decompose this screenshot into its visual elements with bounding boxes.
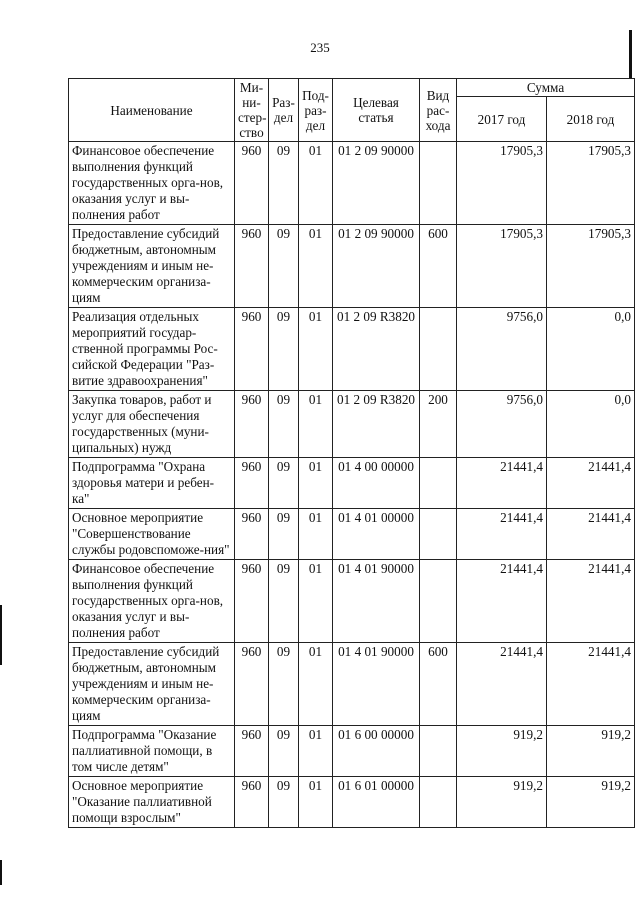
row-target: 01 4 01 00000 xyxy=(333,509,420,560)
header-year-2018: 2018 год xyxy=(547,97,635,142)
header-ministry: Ми- ни- стер- ство xyxy=(235,79,269,142)
row-sum-2017: 21441,4 xyxy=(457,643,547,726)
page-number: 235 xyxy=(310,40,330,55)
row-sum-2018: 0,0 xyxy=(547,391,635,458)
table-row xyxy=(69,391,635,458)
header-section: Раз- дел xyxy=(269,79,299,142)
header-expense-type: Вид рас- хода xyxy=(420,79,457,142)
row-sum-2018: 21441,4 xyxy=(547,509,635,560)
row-target: 01 4 01 90000 xyxy=(333,643,420,726)
header-subsection: Под- раз- дел xyxy=(299,79,333,142)
row-subsection: 01 xyxy=(299,308,333,391)
row-name: Подпрограмма "Оказание паллиативной помощи, в том числе детям" xyxy=(69,726,235,777)
row-sum-2018: 919,2 xyxy=(547,777,635,828)
row-expense-type: 200 xyxy=(420,391,457,458)
row-subsection: 01 xyxy=(299,391,333,458)
row-expense-type xyxy=(420,458,457,509)
row-ministry: 960 xyxy=(235,225,269,308)
row-ministry: 960 xyxy=(235,142,269,225)
row-section: 09 xyxy=(269,509,299,560)
row-expense-type xyxy=(420,308,457,391)
row-sum-2017: 17905,3 xyxy=(457,225,547,308)
row-ministry: 960 xyxy=(235,726,269,777)
row-sum-2018: 17905,3 xyxy=(547,142,635,225)
header-sum: Сумма xyxy=(457,79,635,97)
scan-edge-mark xyxy=(629,30,632,78)
row-ministry: 960 xyxy=(235,560,269,643)
row-subsection: 01 xyxy=(299,560,333,643)
row-subsection: 01 xyxy=(299,509,333,560)
table-row xyxy=(69,777,635,828)
row-expense-type xyxy=(420,509,457,560)
header-target: Целевая статья xyxy=(333,79,420,142)
row-target: 01 2 09 R3820 xyxy=(333,391,420,458)
table-row xyxy=(69,225,635,308)
row-sum-2017: 9756,0 xyxy=(457,391,547,458)
table-row xyxy=(69,308,635,391)
row-target: 01 4 00 00000 xyxy=(333,458,420,509)
row-section: 09 xyxy=(269,777,299,828)
row-subsection: 01 xyxy=(299,726,333,777)
row-target: 01 2 09 90000 xyxy=(333,142,420,225)
row-target: 01 6 00 00000 xyxy=(333,726,420,777)
row-sum-2018: 21441,4 xyxy=(547,458,635,509)
row-name: Реализация отдельных мероприятий государ-ственной программы Рос-сийской Федерации "Раз-витие здравоохранения" xyxy=(69,308,235,391)
row-ministry: 960 xyxy=(235,509,269,560)
table-row xyxy=(69,458,635,509)
header-row xyxy=(69,79,635,97)
row-section: 09 xyxy=(269,560,299,643)
scan-edge-mark xyxy=(0,860,2,885)
row-section: 09 xyxy=(269,308,299,391)
row-name: Закупка товаров, работ и услуг для обеспечения государственных (муни-ципальных) нужд xyxy=(69,391,235,458)
row-target: 01 2 09 R3820 xyxy=(333,308,420,391)
row-sum-2017: 21441,4 xyxy=(457,560,547,643)
row-subsection: 01 xyxy=(299,643,333,726)
row-sum-2017: 919,2 xyxy=(457,726,547,777)
row-name: Предоставление субсидий бюджетным, автономным учреждениям и иным не-коммерческим организа-циям xyxy=(69,643,235,726)
row-target: 01 6 01 00000 xyxy=(333,777,420,828)
row-target: 01 2 09 90000 xyxy=(333,225,420,308)
row-name: Основное мероприятие "Совершенствование службы родовспоможе-ния" xyxy=(69,509,235,560)
row-sum-2017: 9756,0 xyxy=(457,308,547,391)
row-sum-2018: 17905,3 xyxy=(547,225,635,308)
row-sum-2018: 21441,4 xyxy=(547,560,635,643)
row-section: 09 xyxy=(269,225,299,308)
row-ministry: 960 xyxy=(235,308,269,391)
row-ministry: 960 xyxy=(235,643,269,726)
row-expense-type xyxy=(420,560,457,643)
header-year-2017: 2017 год xyxy=(457,97,547,142)
row-name: Финансовое обеспечение выполнения функций государственных орга-нов, оказания услуг и вы-полнения работ xyxy=(69,560,235,643)
row-sum-2017: 21441,4 xyxy=(457,458,547,509)
row-expense-type xyxy=(420,777,457,828)
row-name: Подпрограмма "Охрана здоровья матери и ребен-ка" xyxy=(69,458,235,509)
row-subsection: 01 xyxy=(299,458,333,509)
row-section: 09 xyxy=(269,643,299,726)
row-section: 09 xyxy=(269,142,299,225)
row-section: 09 xyxy=(269,726,299,777)
row-sum-2017: 919,2 xyxy=(457,777,547,828)
row-expense-type: 600 xyxy=(420,643,457,726)
table-row xyxy=(69,643,635,726)
row-expense-type xyxy=(420,142,457,225)
row-sum-2017: 17905,3 xyxy=(457,142,547,225)
row-sum-2018: 919,2 xyxy=(547,726,635,777)
table-row xyxy=(69,509,635,560)
row-ministry: 960 xyxy=(235,777,269,828)
row-ministry: 960 xyxy=(235,458,269,509)
row-sum-2018: 0,0 xyxy=(547,308,635,391)
table-row xyxy=(69,142,635,225)
table-row xyxy=(69,726,635,777)
row-ministry: 960 xyxy=(235,391,269,458)
row-subsection: 01 xyxy=(299,142,333,225)
row-sum-2017: 21441,4 xyxy=(457,509,547,560)
row-sum-2018: 21441,4 xyxy=(547,643,635,726)
row-target: 01 4 01 90000 xyxy=(333,560,420,643)
row-name: Основное мероприятие "Оказание паллиативной помощи взрослым" xyxy=(69,777,235,828)
row-section: 09 xyxy=(269,391,299,458)
scan-edge-mark xyxy=(0,605,2,665)
table-row xyxy=(69,560,635,643)
row-subsection: 01 xyxy=(299,777,333,828)
row-expense-type xyxy=(420,726,457,777)
row-expense-type: 600 xyxy=(420,225,457,308)
row-section: 09 xyxy=(269,458,299,509)
row-name: Предоставление субсидий бюджетным, автономным учреждениям и иным не-коммерческим организа-циям xyxy=(69,225,235,308)
budget-table xyxy=(68,78,635,828)
header-name: Наименование xyxy=(69,79,235,142)
row-name: Финансовое обеспечение выполнения функций государственных орга-нов, оказания услуг и вы-полнения работ xyxy=(69,142,235,225)
row-subsection: 01 xyxy=(299,225,333,308)
